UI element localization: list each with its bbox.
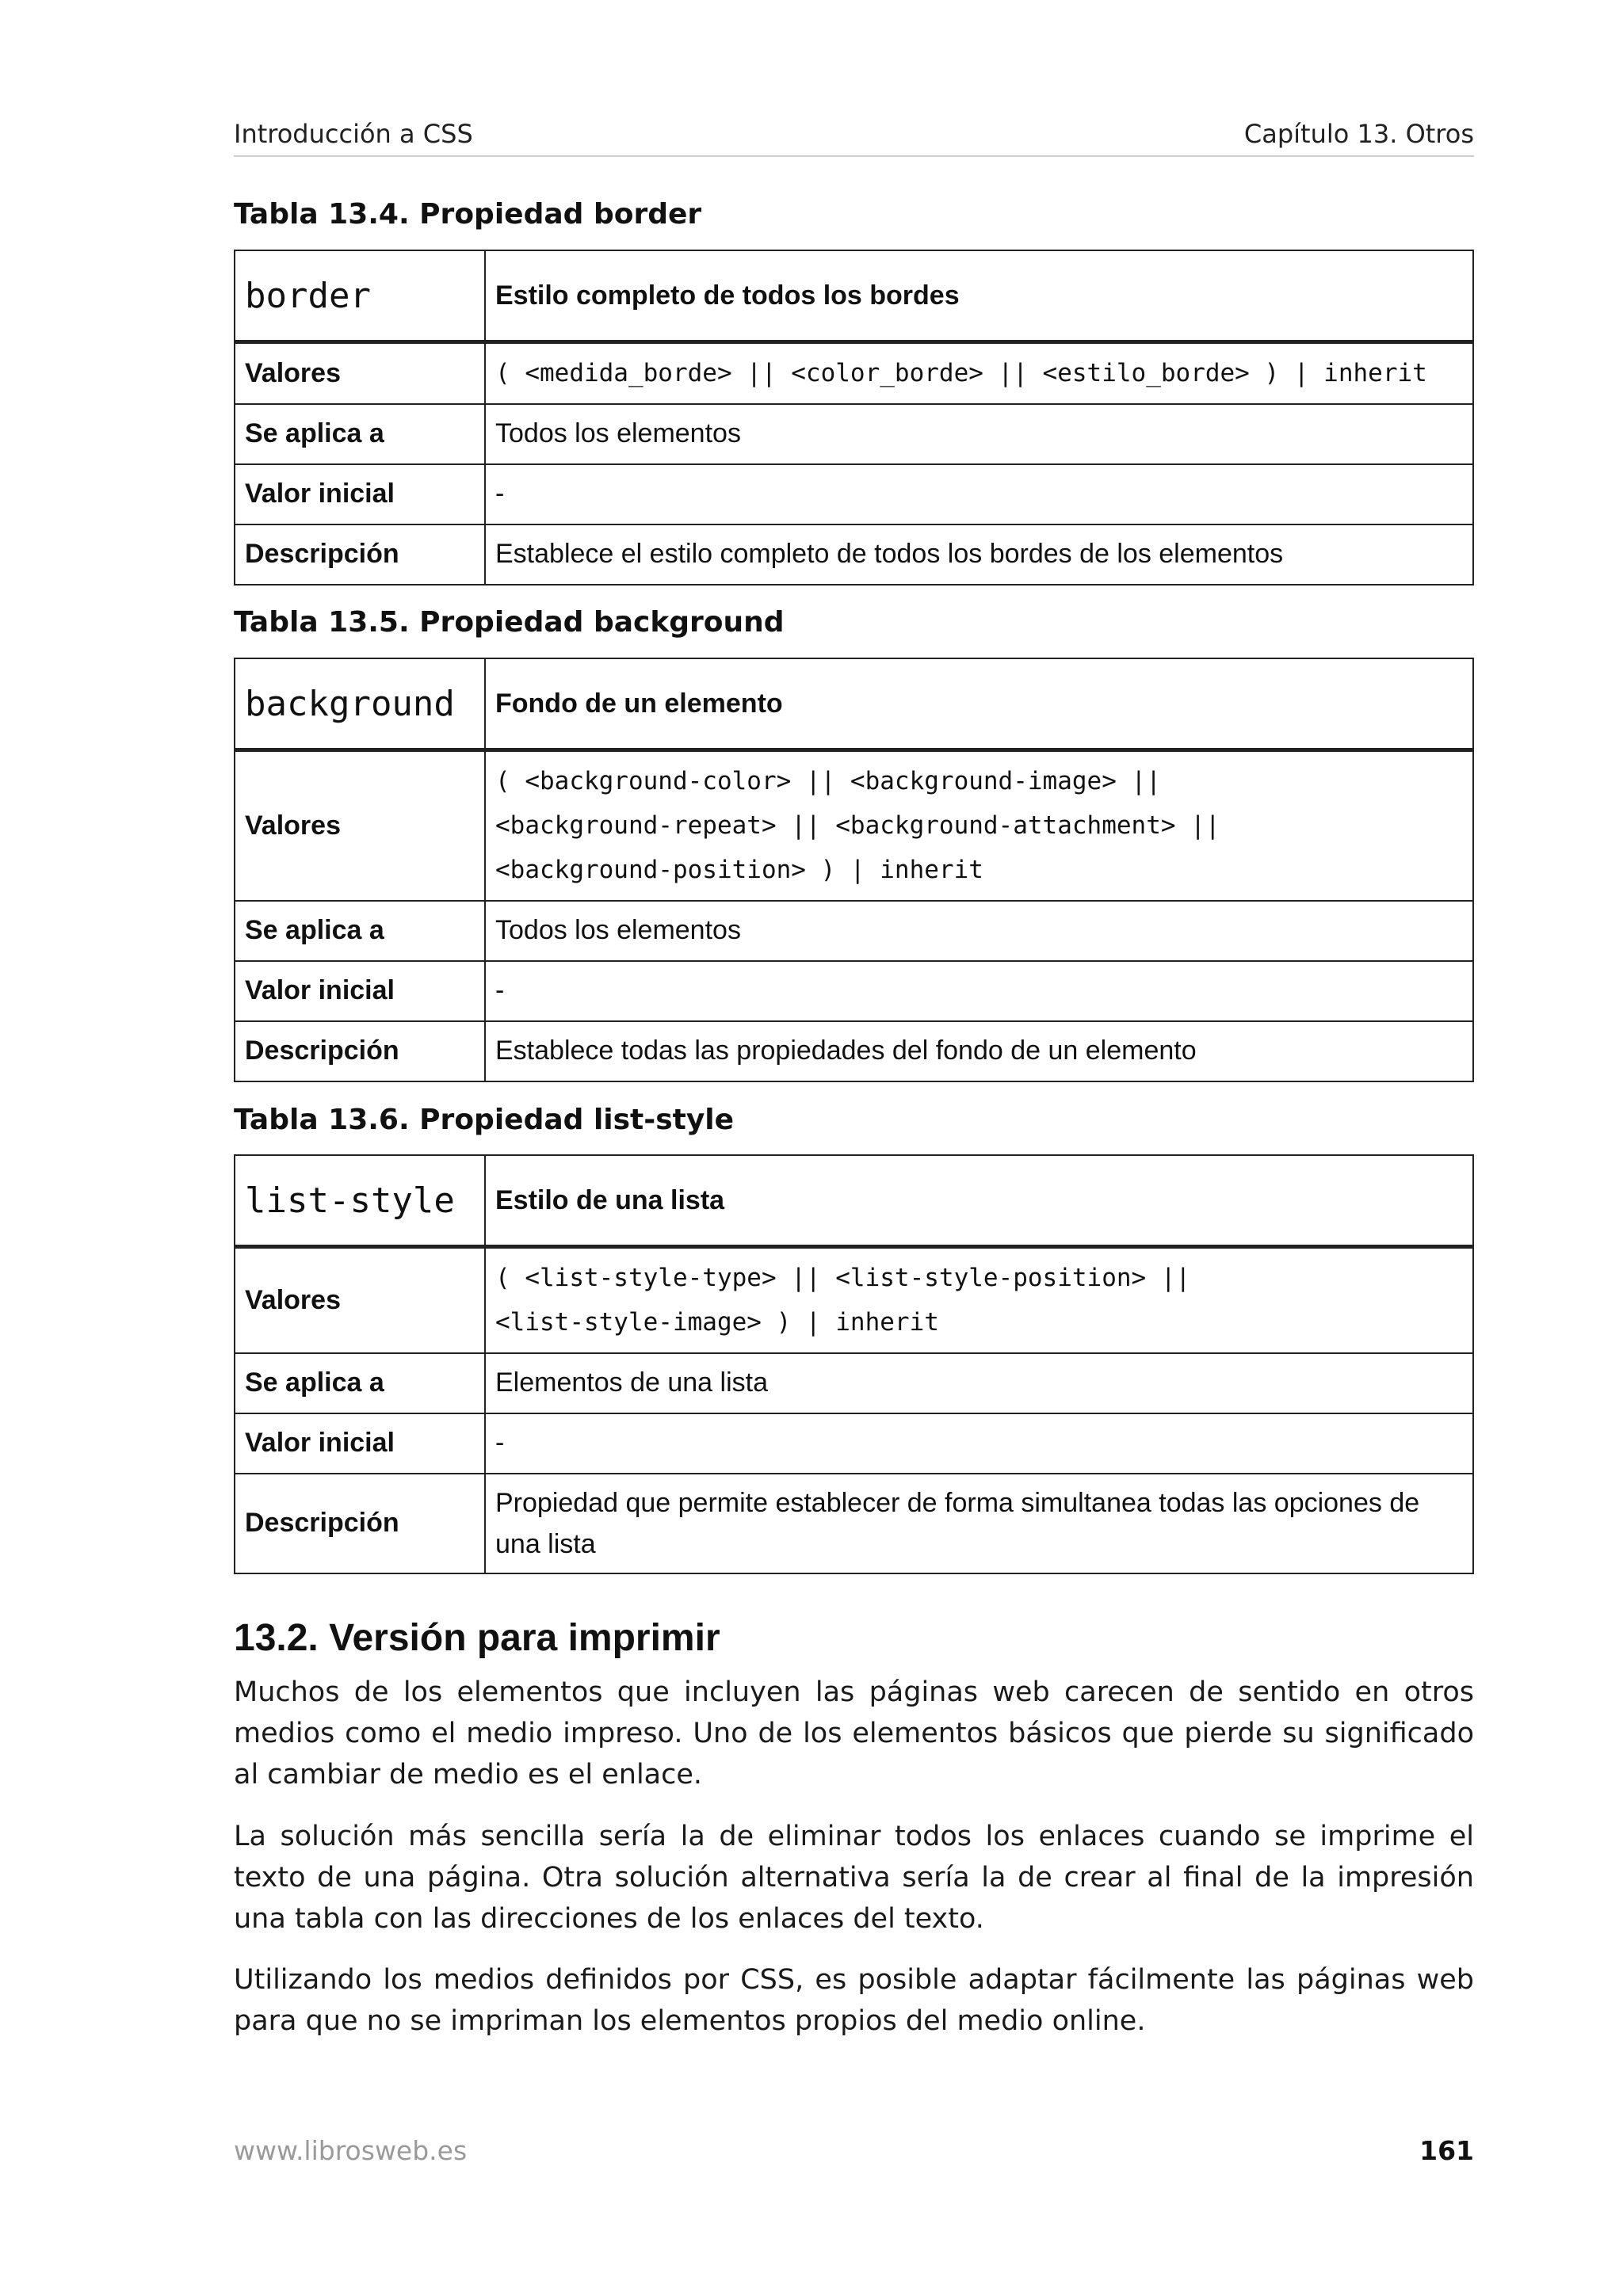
value-line: ( <list-style-type> || <list-style-position> ||	[495, 1264, 1191, 1293]
section-heading: 13.2. Versión para imprimir	[234, 1617, 720, 1659]
table-row	[235, 901, 1473, 961]
table-header-row	[235, 250, 1473, 342]
row-label: Se aplica a	[235, 1353, 485, 1413]
table-header-row	[235, 1155, 1473, 1247]
table-row	[235, 750, 1473, 901]
table-row	[235, 1474, 1473, 1573]
row-value	[485, 1247, 1473, 1353]
property-title: Estilo completo de todos los bordes	[485, 250, 1473, 342]
row-label: Descripción	[235, 524, 485, 585]
paragraph: Muchos de los elementos que incluyen las páginas web carecen de sentido en otros medios como el medio impreso. Uno de los elementos básicos que pierde su significado al cambiar de medio es el enlace.	[234, 1676, 1474, 1791]
value-line: <background-repeat> || <background-attachment> ||	[495, 811, 1220, 841]
row-label: Valores	[235, 750, 485, 901]
row-value: Todos los elementos	[485, 901, 1473, 961]
row-label: Descripción	[235, 1474, 485, 1573]
header-chapter: Capítulo 13. Otros	[1243, 119, 1474, 149]
row-value: -	[485, 464, 1473, 524]
page-number: 161	[1419, 2135, 1474, 2166]
table-header-row	[235, 658, 1473, 750]
property-name: border	[235, 250, 485, 342]
row-value: Propiedad que permite establecer de forma simultanea todas las opciones de una lista	[485, 1474, 1473, 1573]
property-title: Fondo de un elemento	[485, 658, 1473, 750]
table-row	[235, 404, 1473, 464]
row-label: Valor inicial	[235, 1413, 485, 1474]
row-value: ( <medida_borde> || <color_borde> || <estilo_borde> ) | inherit	[485, 342, 1473, 404]
table-row	[235, 1021, 1473, 1081]
property-name: background	[235, 658, 485, 750]
property-table-border	[234, 250, 1474, 585]
paragraph: La solución más sencilla sería la de eliminar todos los enlaces cuando se imprime el texto de una página. Otra solución alternativa sería la de crear al final de la impresión una tabla con las direcciones de los enlaces del texto.	[234, 1821, 1474, 1935]
row-value: Establece todas las propiedades del fondo de un elemento	[485, 1021, 1473, 1081]
table-row	[235, 961, 1473, 1021]
row-label: Descripción	[235, 1021, 485, 1081]
property-table-background	[234, 658, 1474, 1082]
row-value: Establece el estilo completo de todos los bordes de los elementos	[485, 524, 1473, 585]
row-value: Elementos de una lista	[485, 1353, 1473, 1413]
row-label: Valor inicial	[235, 961, 485, 1021]
value-line: <list-style-image> ) | inherit	[495, 1308, 939, 1337]
table-row	[235, 1413, 1473, 1474]
property-name: list-style	[235, 1155, 485, 1247]
row-label: Valores	[235, 1247, 485, 1353]
row-label: Valores	[235, 342, 485, 404]
header-book-title: Introducción a CSS	[234, 119, 473, 149]
table-caption: Tabla 13.4. Propiedad border	[234, 198, 702, 231]
table-row	[235, 342, 1473, 404]
value-line: ( <background-color> || <background-image> ||	[495, 767, 1161, 796]
table-caption: Tabla 13.6. Propiedad list-style	[234, 1104, 735, 1136]
property-table-list-style	[234, 1154, 1474, 1574]
footer-site-link[interactable]: www.librosweb.es	[234, 2135, 468, 2166]
row-label: Valor inicial	[235, 464, 485, 524]
running-header	[234, 119, 1474, 157]
row-value: -	[485, 1413, 1473, 1474]
table-row	[235, 524, 1473, 585]
row-value: -	[485, 961, 1473, 1021]
table-row	[235, 1353, 1473, 1413]
row-value	[485, 750, 1473, 901]
value-line: <background-position> ) | inherit	[495, 856, 983, 885]
table-caption: Tabla 13.5. Propiedad background	[234, 606, 785, 639]
row-label: Se aplica a	[235, 404, 485, 464]
row-label: Se aplica a	[235, 901, 485, 961]
paragraph: Utilizando los medios definidos por CSS, es posible adaptar fácilmente las páginas web para que no se impriman los elementos propios del medio online.	[234, 1964, 1474, 2037]
table-row	[235, 464, 1473, 524]
property-title: Estilo de una lista	[485, 1155, 1473, 1247]
table-row	[235, 1247, 1473, 1353]
row-value: Todos los elementos	[485, 404, 1473, 464]
